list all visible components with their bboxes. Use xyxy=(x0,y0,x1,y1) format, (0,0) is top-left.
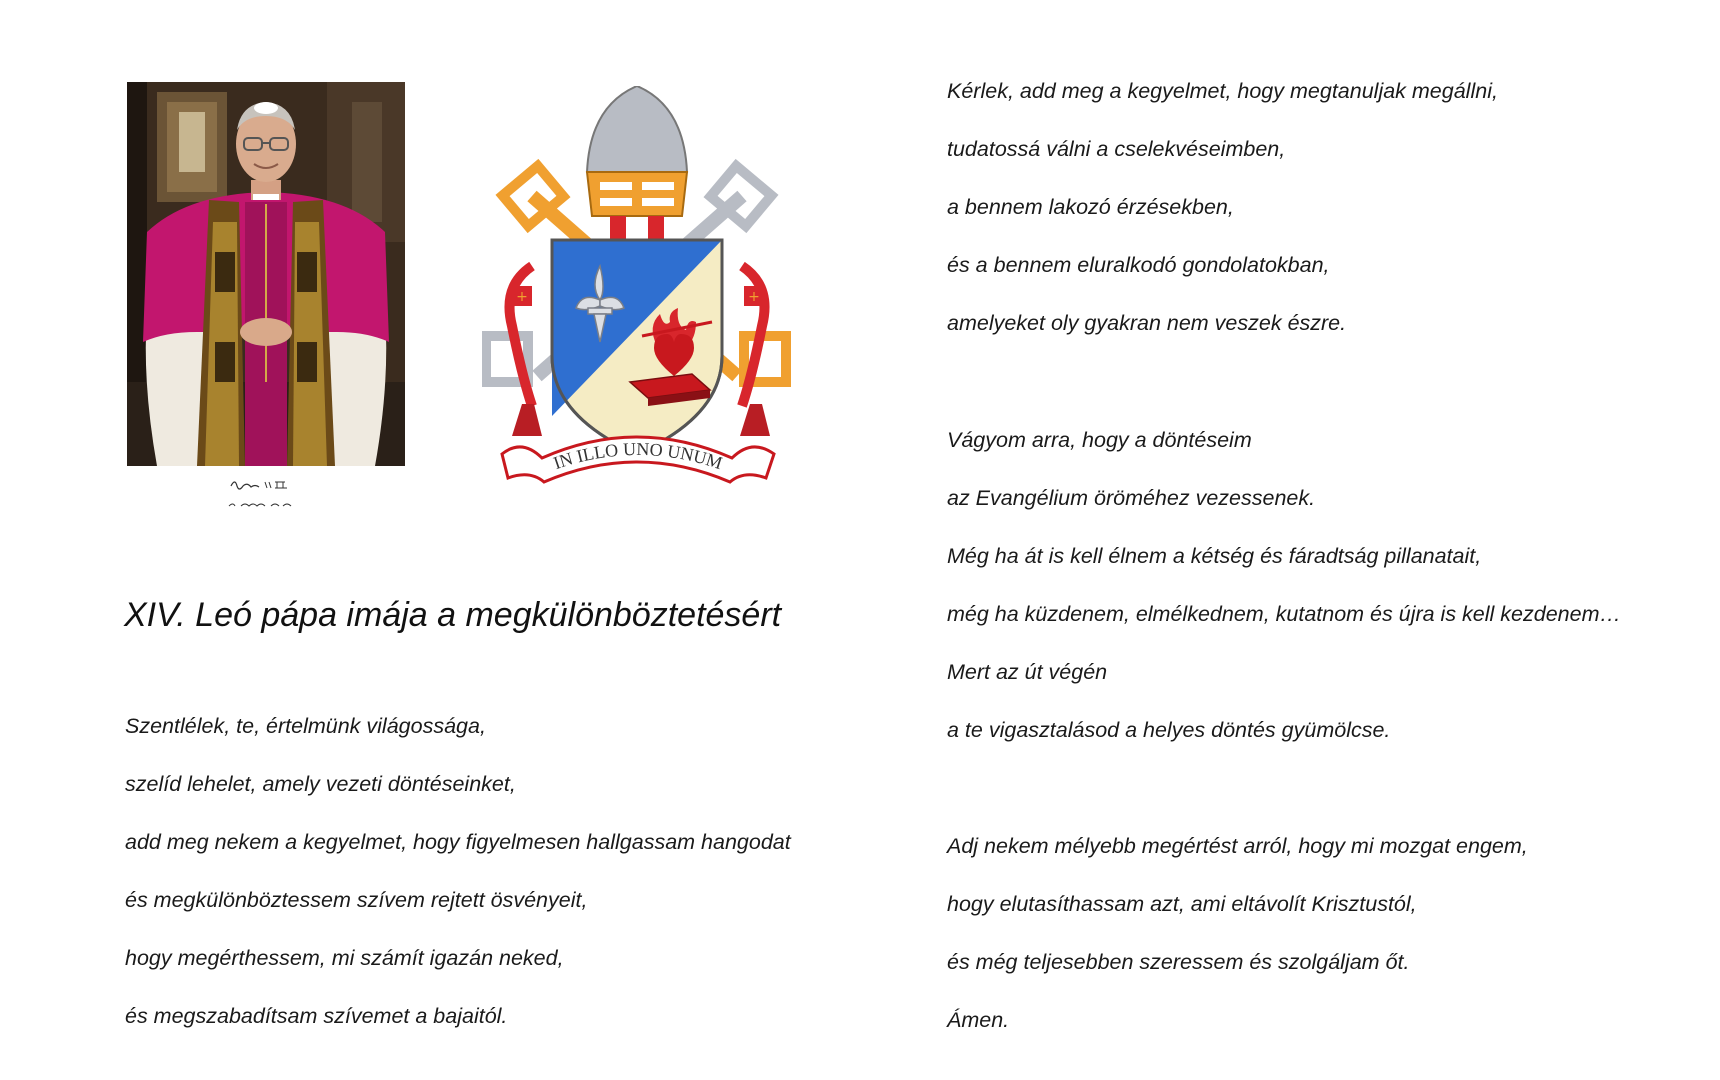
prayer-line: és megszabadítsam szívemet a bajaitól. xyxy=(125,1004,508,1028)
prayer-line: add meg nekem a kegyelmet, hogy figyelmesen hallgassam hangodat xyxy=(125,830,791,854)
prayer-line: és megkülönböztessem szívem rejtett ösvényeit, xyxy=(125,888,588,912)
prayer-line: hogy elutasíthassam azt, ami eltávolít Krisztustól, xyxy=(947,892,1417,916)
handwritten-signature xyxy=(225,472,305,516)
prayer-line: amelyeket oly gyakran nem veszek észre. xyxy=(947,311,1347,335)
svg-text:+: + xyxy=(516,289,528,305)
pope-portrait-photo xyxy=(127,82,405,466)
prayer-title: XIV. Leó pápa imája a megkülönböztetésért xyxy=(124,596,782,634)
prayer-line: Ámen. xyxy=(947,1008,1010,1032)
prayer-line: és még teljesebben szeressem és szolgáljam őt. xyxy=(947,950,1410,974)
prayer-line: szelíd lehelet, amely vezeti döntéseinket, xyxy=(125,772,516,796)
prayer-line: a te vigasztalásod a helyes döntés gyümölcse. xyxy=(947,718,1391,742)
prayer-line: Adj nekem mélyebb megértést arról, hogy mi mozgat engem, xyxy=(947,834,1528,858)
coat-of-arms-motto: IN ILLO UNO UNUM xyxy=(550,438,725,474)
prayer-line: Még ha át is kell élnem a kétség és fáradtság pillanatait, xyxy=(947,544,1482,568)
prayer-line: és a bennem eluralkodó gondolatokban, xyxy=(947,253,1330,277)
prayer-line: a bennem lakozó érzésekben, xyxy=(947,195,1234,219)
prayer-line: Mert az út végén xyxy=(947,660,1108,684)
prayer-line: Kérlek, add meg a kegyelmet, hogy megtanuljak megállni, xyxy=(947,79,1498,103)
svg-text:+: + xyxy=(748,289,760,305)
prayer-line: Vágyom arra, hogy a döntéseim xyxy=(947,428,1252,452)
prayer-line: hogy megérthessem, mi számít igazán neked, xyxy=(125,946,564,970)
prayer-line: tudatossá válni a cselekvéseimben, xyxy=(947,137,1286,161)
papal-coat-of-arms xyxy=(482,86,792,502)
prayer-line: az Evangélium öröméhez vezessenek. xyxy=(947,486,1316,510)
prayer-line: Szentlélek, te, értelmünk világossága, xyxy=(125,714,486,738)
prayer-line: még ha küzdenem, elmélkednem, kutatnom és újra is kell kezdenem… xyxy=(947,602,1621,626)
